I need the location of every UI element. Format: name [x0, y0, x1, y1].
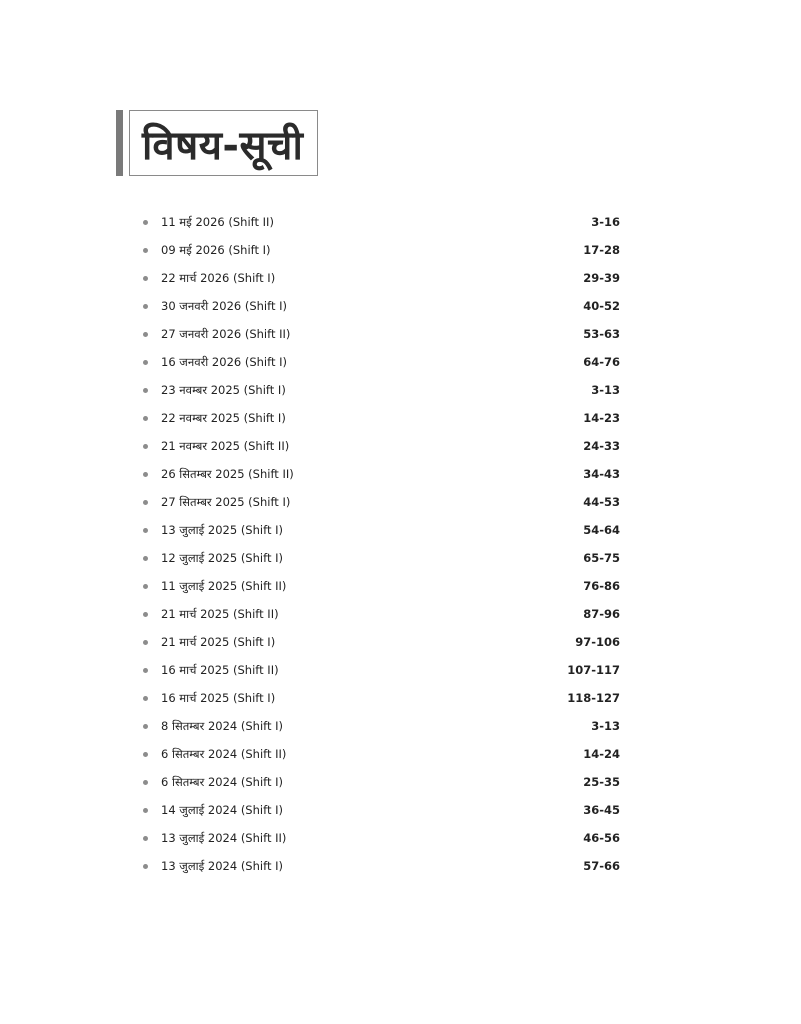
toc-entry-pages: 3-13: [591, 719, 620, 733]
toc-entry-label: 21 नवम्बर 2025 (Shift II): [161, 438, 290, 453]
toc-entry: [140, 320, 620, 348]
page-title: विषय-सूची: [142, 122, 304, 169]
toc-entry: [140, 600, 620, 628]
toc-entry: [140, 656, 620, 684]
toc-entry-label: 23 नवम्बर 2025 (Shift I): [161, 382, 286, 397]
bullet-icon: [143, 304, 148, 309]
toc-entry-pages: 87-96: [583, 607, 620, 621]
bullet-icon: [143, 556, 148, 561]
toc-entry-pages: 97-106: [575, 635, 620, 649]
title-box: [129, 110, 318, 176]
toc-entry-pages: 29-39: [583, 271, 620, 285]
toc-entry-label: 11 मई 2026 (Shift II): [161, 214, 274, 229]
bullet-icon: [143, 276, 148, 281]
bullet-icon: [143, 472, 148, 477]
toc-entry-pages: 17-28: [583, 243, 620, 257]
toc-entry-pages: 24-33: [583, 439, 620, 453]
title-block: [116, 110, 318, 176]
bullet-icon: [143, 528, 148, 533]
toc-entry-label: 27 सितम्बर 2025 (Shift I): [161, 494, 291, 509]
toc-entry-label: 8 सितम्बर 2024 (Shift I): [161, 718, 284, 733]
bullet-icon: [143, 640, 148, 645]
toc-entry-pages: 3-16: [591, 215, 620, 229]
bullet-icon: [143, 808, 148, 813]
toc-entry: [140, 208, 620, 236]
toc-entry-pages: 46-56: [583, 831, 620, 845]
bullet-icon: [143, 584, 148, 589]
bullet-icon: [143, 696, 148, 701]
toc-entry-pages: 107-117: [567, 663, 620, 677]
toc-entry: [140, 684, 620, 712]
bullet-icon: [143, 724, 148, 729]
toc-entry-label: 09 मई 2026 (Shift I): [161, 242, 271, 257]
toc-entry: [140, 236, 620, 264]
toc-entry-label: 13 जुलाई 2024 (Shift II): [161, 830, 287, 845]
toc-entry: [140, 376, 620, 404]
toc-entry-label: 27 जनवरी 2026 (Shift II): [161, 326, 291, 341]
toc-entry-label: 14 जुलाई 2024 (Shift I): [161, 802, 283, 817]
toc-entry-label: 16 मार्च 2025 (Shift I): [161, 690, 276, 705]
toc-entry: [140, 460, 620, 488]
toc-entry-label: 16 जनवरी 2026 (Shift I): [161, 354, 288, 369]
toc-entry-pages: 44-53: [583, 495, 620, 509]
toc-entry-label: 11 जुलाई 2025 (Shift II): [161, 578, 287, 593]
toc-entry: [140, 712, 620, 740]
toc-entry-label: 6 सितम्बर 2024 (Shift I): [161, 774, 284, 789]
toc-entry-pages: 36-45: [583, 803, 620, 817]
toc-entry: [140, 572, 620, 600]
toc-entry: [140, 628, 620, 656]
toc-entry: [140, 432, 620, 460]
toc-entry: [140, 404, 620, 432]
toc-entry-label: 21 मार्च 2025 (Shift II): [161, 606, 279, 621]
toc-entry: [140, 852, 620, 880]
toc-entry-pages: 76-86: [583, 579, 620, 593]
toc-entry: [140, 740, 620, 768]
bullet-icon: [143, 416, 148, 421]
toc-entry-label: 13 जुलाई 2025 (Shift I): [161, 522, 283, 537]
title-accent-bar: [116, 110, 123, 176]
bullet-icon: [143, 836, 148, 841]
toc-entry: [140, 292, 620, 320]
toc-entry-label: 22 मार्च 2026 (Shift I): [161, 270, 276, 285]
toc-entry: [140, 824, 620, 852]
toc-entry-pages: 54-64: [583, 523, 620, 537]
toc-entry-label: 30 जनवरी 2026 (Shift I): [161, 298, 288, 313]
toc-entry: [140, 488, 620, 516]
toc-entry-pages: 118-127: [567, 691, 620, 705]
toc-entry-pages: 14-24: [583, 747, 620, 761]
bullet-icon: [143, 500, 148, 505]
toc-entry-label: 6 सितम्बर 2024 (Shift II): [161, 746, 287, 761]
toc-entry-label: 16 मार्च 2025 (Shift II): [161, 662, 279, 677]
toc-entry-pages: 57-66: [583, 859, 620, 873]
bullet-icon: [143, 612, 148, 617]
toc-entry-pages: 14-23: [583, 411, 620, 425]
toc-entry-label: 26 सितम्बर 2025 (Shift II): [161, 466, 294, 481]
bullet-icon: [143, 668, 148, 673]
bullet-icon: [143, 360, 148, 365]
bullet-icon: [143, 780, 148, 785]
toc-entry-pages: 25-35: [583, 775, 620, 789]
bullet-icon: [143, 388, 148, 393]
toc-entry: [140, 264, 620, 292]
toc-entry-pages: 53-63: [583, 327, 620, 341]
toc-entry-label: 12 जुलाई 2025 (Shift I): [161, 550, 283, 565]
toc-entry-pages: 34-43: [583, 467, 620, 481]
toc-entry: [140, 516, 620, 544]
toc-entry-label: 13 जुलाई 2024 (Shift I): [161, 858, 283, 873]
bullet-icon: [143, 444, 148, 449]
toc-entry-pages: 65-75: [583, 551, 620, 565]
toc-entry-label: 21 मार्च 2025 (Shift I): [161, 634, 276, 649]
toc-entry-label: 22 नवम्बर 2025 (Shift I): [161, 410, 286, 425]
toc-entry: [140, 544, 620, 572]
bullet-icon: [143, 752, 148, 757]
toc-entry-pages: 64-76: [583, 355, 620, 369]
bullet-icon: [143, 248, 148, 253]
table-of-contents: [140, 208, 620, 880]
toc-entry-pages: 40-52: [583, 299, 620, 313]
bullet-icon: [143, 332, 148, 337]
toc-entry: [140, 348, 620, 376]
toc-entry: [140, 768, 620, 796]
bullet-icon: [143, 220, 148, 225]
bullet-icon: [143, 864, 148, 869]
toc-entry: [140, 796, 620, 824]
toc-entry-pages: 3-13: [591, 383, 620, 397]
